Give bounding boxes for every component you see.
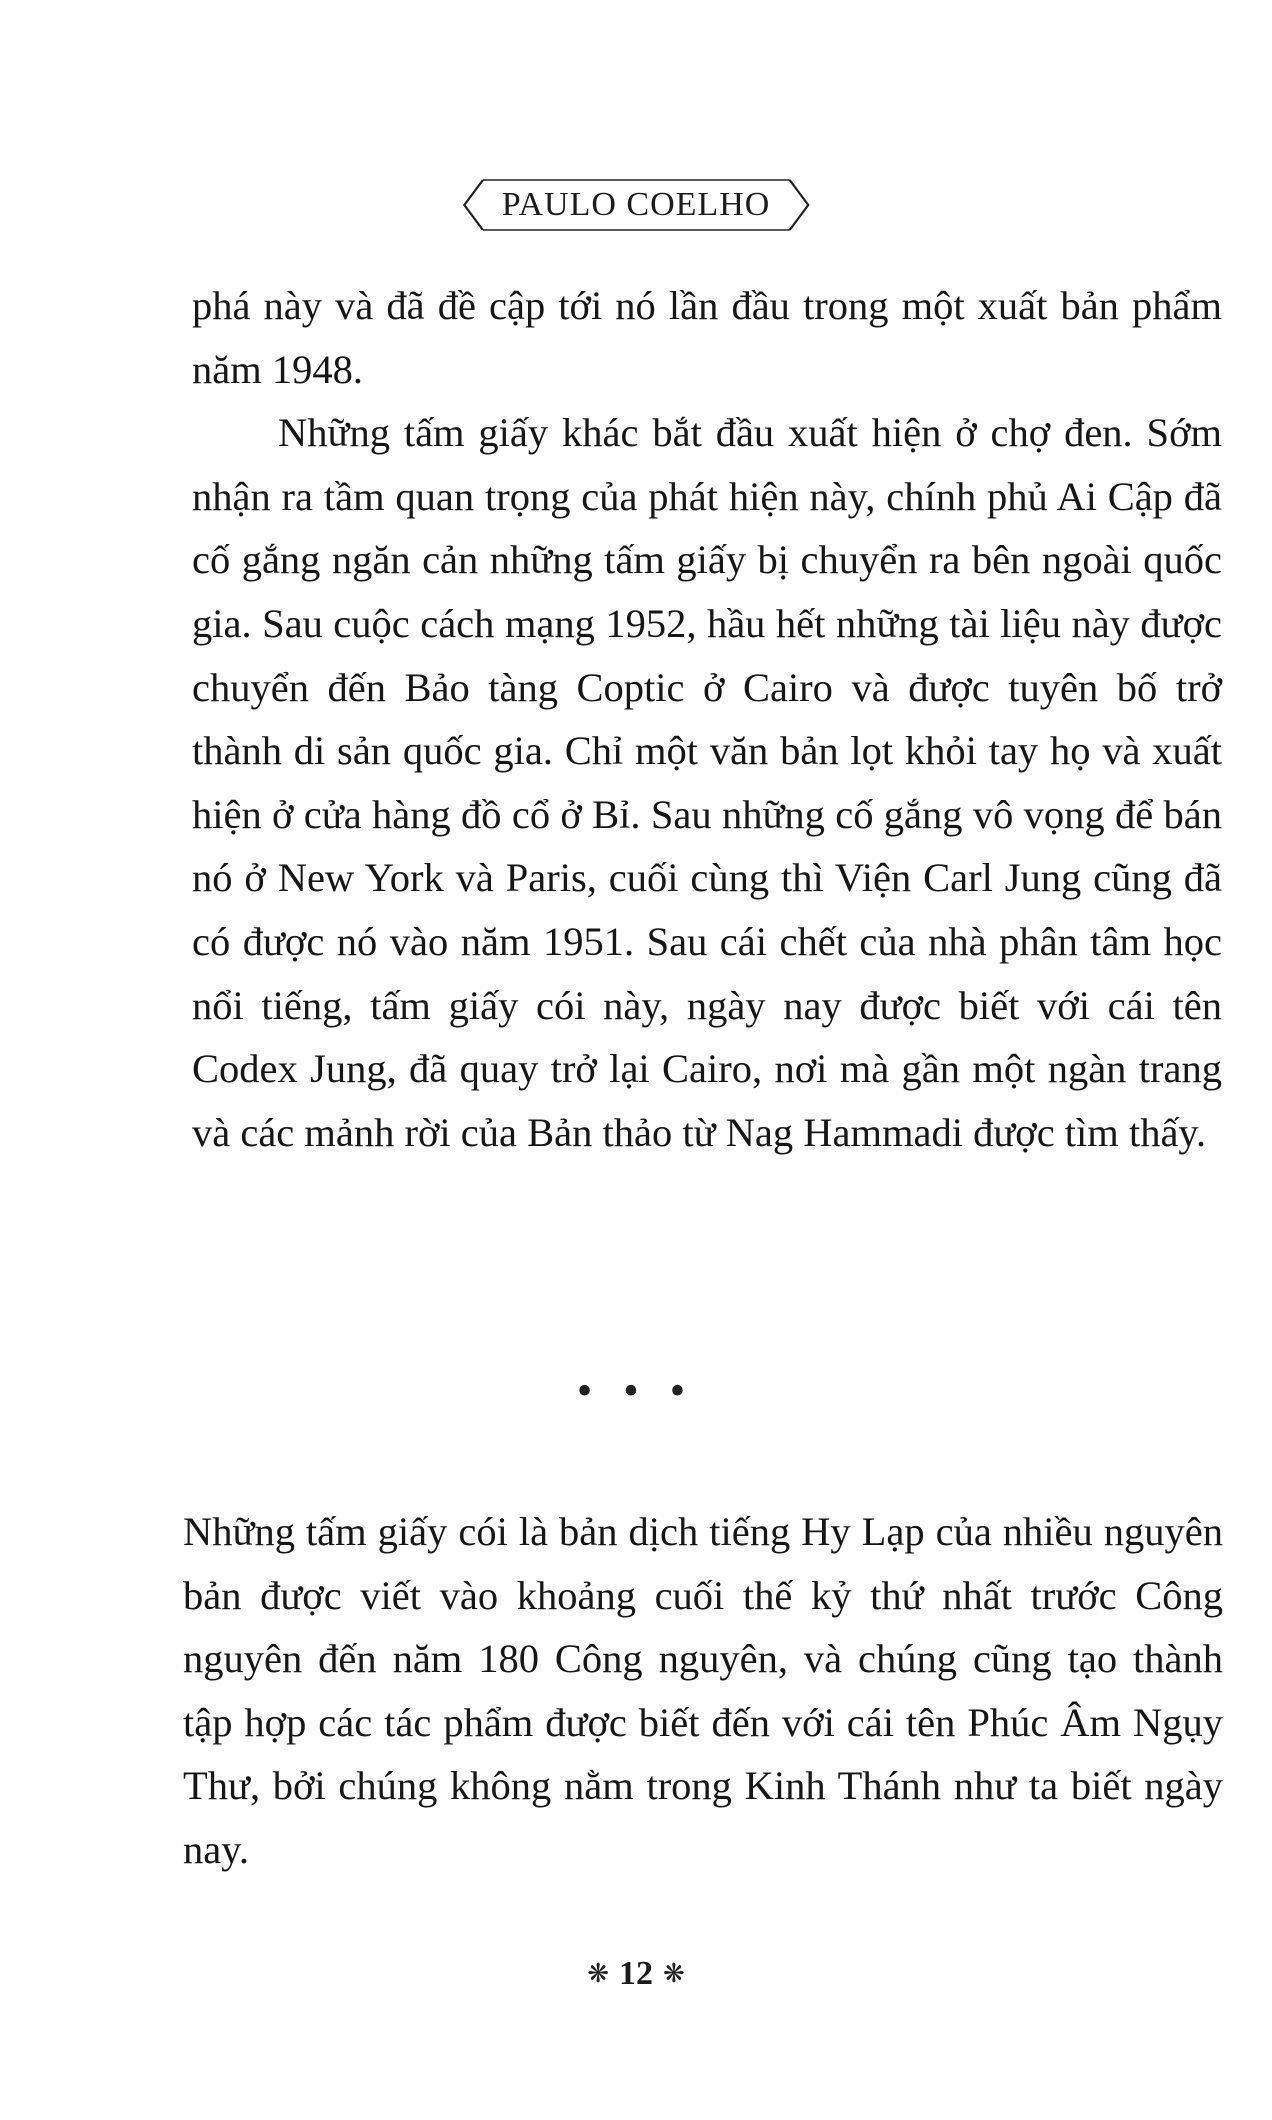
text-block-bottom [183, 1500, 1223, 1882]
page-footer [0, 1955, 1272, 1993]
page-number: 12 [619, 1955, 653, 1992]
author-running-title: PAULO COELHO [501, 186, 771, 223]
section-separator: • • • [576, 1366, 696, 1415]
paragraph-continued: phá này và đã đề cập tới nó lần đầu trong một xuất bản phẩm năm 1948. [192, 283, 1222, 392]
text-block-top [192, 274, 1222, 1164]
paragraph-black-market: Những tấm giấy khác bắt đầu xuất hiện ở chợ đen. Sớm nhận ra tầm quan trọng của phát hiện này, chính phủ Ai Cập đã cố gắng ngăn cản những tấm giấy bị chuyển ra bên ngoài quốc gia. Sau cuộc cách mạng 1952, hầu hết những tài liệu này được chuyển đến Bảo tàng Coptic ở Cairo và được tuyên bố trở thành di sản quốc gia. Chỉ một văn bản lọt khỏi tay họ và xuất hiện ở cửa hàng đồ cổ ở Bỉ. Sau những cố gắng vô vọng để bán nó ở New York và Paris, cuối cùng thì Viện Carl Jung cũng đã có được nó vào năm 1951. Sau cái chết của nhà phân tâm học nổi tiếng, tấm giấy cói này, ngày nay được biết với cái tên Codex Jung, đã quay trở lại Cairo, nơi mà gần một ngàn trang và các mảnh rời của Bản thảo từ Nag Hammadi được tìm thấy. [192, 410, 1222, 1155]
ornament-left-icon: ❋ [587, 1959, 609, 1988]
running-header [0, 178, 1272, 232]
ornament-right-icon: ❋ [663, 1959, 685, 1988]
header-badge [462, 178, 811, 232]
paragraph-apocrypha: Những tấm giấy cói là bản dịch tiếng Hy Lạp của nhiều nguyên bản được viết vào khoảng cuối thế kỷ thứ nhất trước Công nguyên đến năm 180 Công nguyên, và chúng cũng tạo thành tập hợp các tác phẩm được biết đến với cái tên Phúc Âm Ngụy Thư, bởi chúng không nằm trong Kinh Thánh như ta biết ngày nay. [183, 1509, 1223, 1872]
